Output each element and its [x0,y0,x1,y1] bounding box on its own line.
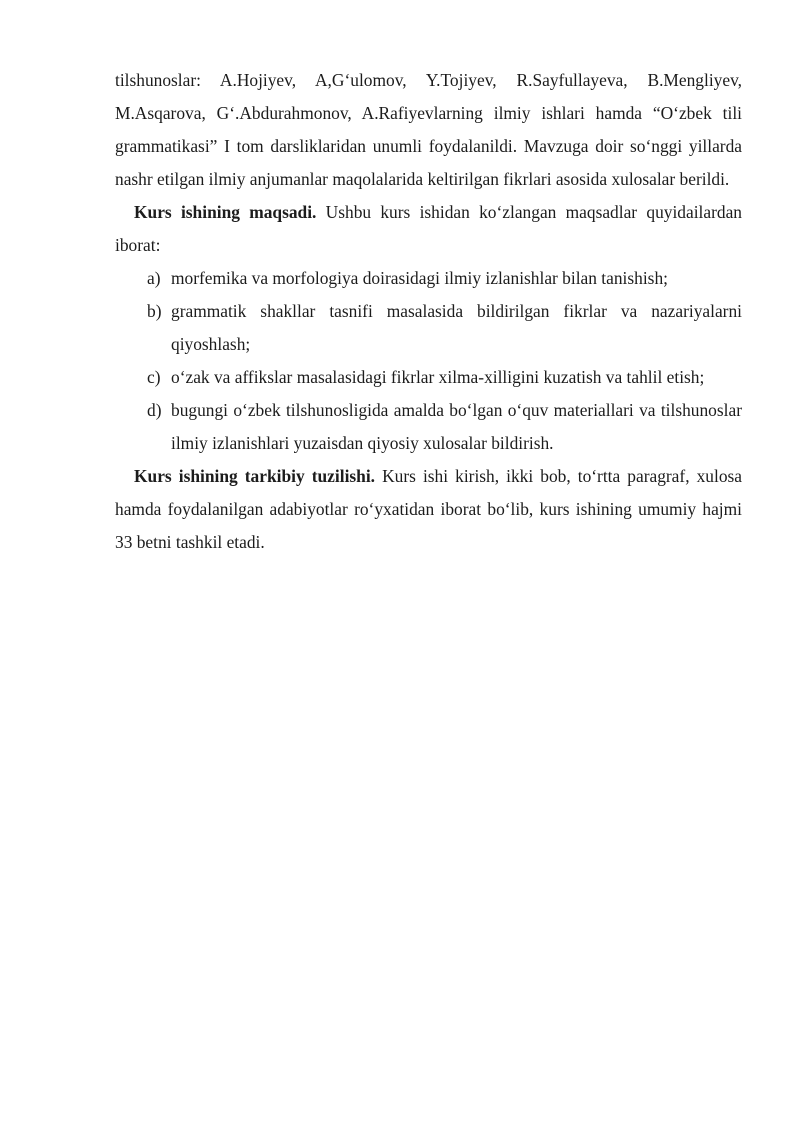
structure-text: Kurs ishi kirish, ikki bob, to‘rtta paragraf, xulosa hamda foydalanilgan adabiyotlar ro‘yxatidan iborat bo‘lib, kurs ishining umumiy hajmi 33 betni tashkil etadi. [115,466,743,552]
goal-list [115,262,742,460]
list-marker: d) [147,400,162,420]
list-item-text: bugungi o‘zbek tilshunosligida amalda bo‘lgan o‘quv materiallari va tilshunoslar ilmiy izlanishlari yuzaisdan qiyosiy xulosalar bildirish. [171,400,742,453]
list-item-text: o‘zak va affikslar masalasidagi fikrlar xilma-xilligini kuzatish va tahlil etish; [171,367,705,387]
goal-text: Ushbu kurs ishidan ko‘zlangan maqsadlar quyidailardan iborat: [115,202,742,255]
list-marker: a) [147,268,161,288]
list-item [115,394,742,460]
list-item-text: grammatik shakllar tasnifi masalasida bildirilgan fikrlar va nazariyalarni qiyoshlash; [171,301,742,354]
intro-paragraph: tilshunoslar: A.Hojiyev, A,G‘ulomov, Y.Tojiyev, R.Sayfullayeva, B.Mengliyev, M.Asqarova, G‘.Abdurahmonov, A.Rafiyevlarning ilmiy ishlari hamda “O‘zbek tili grammatikasi” I tom darsliklaridan unumli foydalanildi. Mavzuga doir so‘nggi yillarda nashr etilgan ilmiy anjumanlar maqolalarida keltirilgan fikrlari asosida xulosalar berildi. [115,70,742,189]
list-marker: c) [147,367,161,387]
list-item-text: morfemika va morfologiya doirasidagi ilmiy izlanishlar bilan tanishish; [171,268,668,288]
list-item [115,262,742,295]
list-item [115,295,742,361]
goal-heading: Kurs ishining maqsadi. [134,202,317,222]
structure-heading: Kurs ishining tarkibiy tuzilishi. [134,466,376,486]
goal-paragraph [115,196,742,262]
list-marker: b) [147,301,162,321]
document-page [115,64,742,559]
list-item [115,361,742,394]
structure-paragraph [115,460,742,559]
